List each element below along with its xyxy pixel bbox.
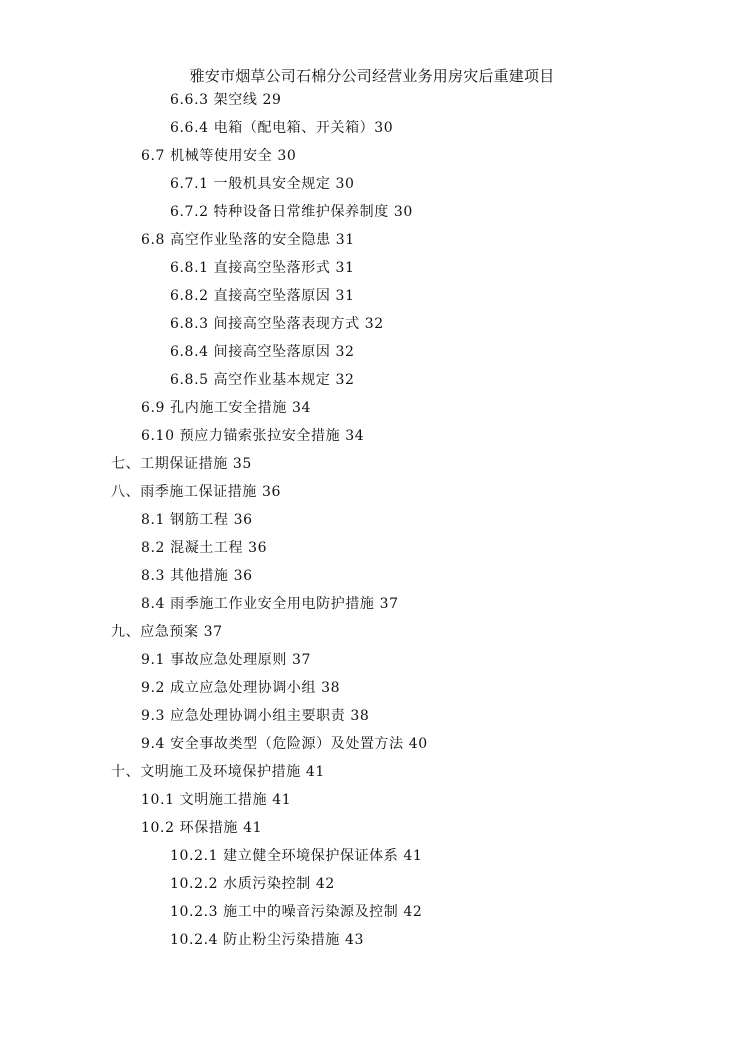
toc-entry[interactable]: 9.1 事故应急处理原则 37	[141, 652, 311, 668]
toc-entry[interactable]: 十、文明施工及环境保护措施 41	[111, 764, 325, 780]
toc-entry[interactable]: 10.2.1 建立健全环境保护保证体系 41	[170, 848, 423, 864]
toc-entry[interactable]: 6.6.3 架空线 29	[170, 92, 282, 108]
toc-entry[interactable]: 6.8.3 间接高空坠落表现方式 32	[170, 316, 384, 332]
toc-entry[interactable]: 9.3 应急处理协调小组主要职责 38	[141, 708, 370, 724]
toc-entry[interactable]: 10.2.3 施工中的噪音污染源及控制 42	[170, 904, 423, 920]
toc-entry[interactable]: 6.6.4 电箱（配电箱、开关箱）30	[170, 120, 394, 136]
toc-entry[interactable]: 6.8.5 高空作业基本规定 32	[170, 372, 355, 388]
toc-entry[interactable]: 6.8.1 直接高空坠落形式 31	[170, 260, 355, 276]
toc-entry[interactable]: 8.4 雨季施工作业安全用电防护措施 37	[141, 596, 399, 612]
toc-entry[interactable]: 6.8.2 直接高空坠落原因 31	[170, 288, 355, 304]
toc-entry[interactable]: 七、工期保证措施 35	[111, 456, 252, 472]
toc-entry[interactable]: 10.2 环保措施 41	[141, 820, 263, 836]
page-header: 雅安市烟草公司石棉分公司经营业务用房灾后重建项目	[189, 67, 555, 85]
table-of-contents	[0, 89, 428, 957]
toc-entry[interactable]: 6.7.1 一般机具安全规定 30	[170, 176, 355, 192]
toc-entry[interactable]: 8.2 混凝土工程 36	[141, 540, 268, 556]
toc-entry[interactable]: 10.1 文明施工措施 41	[141, 792, 292, 808]
toc-entry[interactable]: 6.7 机械等使用安全 30	[141, 148, 297, 164]
toc-entry[interactable]: 10.2.2 水质污染控制 42	[170, 876, 335, 892]
toc-entry[interactable]: 6.8.4 间接高空坠落原因 32	[170, 344, 355, 360]
toc-entry[interactable]: 6.7.2 特种设备日常维护保养制度 30	[170, 204, 413, 220]
toc-entry[interactable]: 10.2.4 防止粉尘污染措施 43	[170, 932, 365, 948]
toc-entry[interactable]: 9.4 安全事故类型（危险源）及处置方法 40	[141, 736, 428, 752]
toc-entry[interactable]: 8.1 钢筋工程 36	[141, 512, 253, 528]
toc-entry[interactable]: 九、应急预案 37	[111, 624, 223, 640]
toc-entry[interactable]: 6.8 高空作业坠落的安全隐患 31	[141, 232, 355, 248]
toc-entry[interactable]: 6.10 预应力锚索张拉安全措施 34	[141, 428, 365, 444]
toc-entry[interactable]: 9.2 成立应急处理协调小组 38	[141, 680, 341, 696]
toc-entry[interactable]: 八、雨季施工保证措施 36	[111, 484, 282, 500]
toc-entry[interactable]: 8.3 其他措施 36	[141, 568, 253, 584]
toc-entry[interactable]: 6.9 孔内施工安全措施 34	[141, 400, 311, 416]
